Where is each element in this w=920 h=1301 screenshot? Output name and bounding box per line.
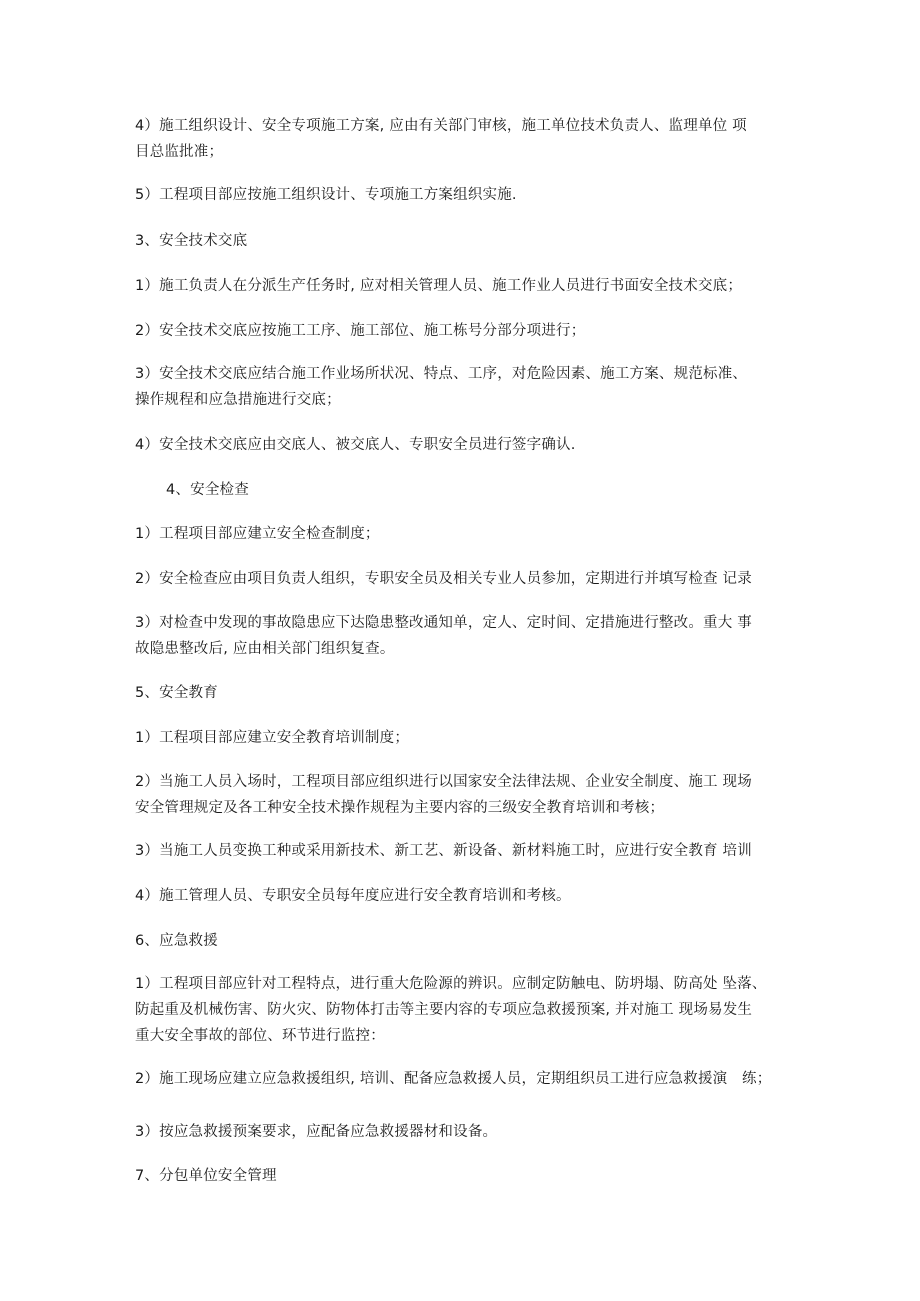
section-heading: 4、安全检查: [166, 482, 249, 498]
paragraph-briefing-2: [135, 318, 795, 344]
section-heading: 3、安全技术交底: [135, 233, 248, 249]
text-line: 重大安全事故的部位、环节进行监控：: [135, 1028, 385, 1044]
text-line: 1）工程项目部应针对工程特点，进行重大危险源的辨识。应制定防触电、防坍塌、防高处 坠落、: [135, 976, 767, 992]
paragraph-education-4: [135, 883, 795, 909]
section-heading-safety-inspection: [166, 477, 826, 503]
text-line: 3）按应急救援预案要求，应配备应急救援器材和设备。: [135, 1124, 498, 1140]
text-line: 3）当施工人员变换工种或采用新技术、新工艺、新设备、新材料施工时，应进行安全教育 培训: [135, 843, 752, 859]
text-line: 目总监批准；: [135, 144, 224, 160]
section-heading: 7、分包单位安全管理: [135, 1168, 277, 1184]
text-line: 故隐患整改后, 应由相关部门组织复查。: [135, 641, 395, 657]
text-line: 3）安全技术交底应结合施工作业场所状况、特点、工序，对危险因素、施工方案、规范标准、: [135, 366, 748, 382]
section-heading-subcontractor-safety: [135, 1163, 795, 1189]
text-line: 4）施工组织设计、安全专项施工方案, 应由有关部门审核，施工单位技术负责人、监理单位 项: [135, 118, 747, 134]
text-line: 2）安全检查应由项目负责人组织，专职安全员及相关专业人员参加，定期进行并填写检查 记录: [135, 571, 752, 587]
paragraph-briefing-3: [135, 361, 795, 413]
paragraph-rescue-2: [135, 1066, 795, 1092]
section-heading-safety-education: [135, 680, 795, 706]
paragraph-inspection-3: [135, 610, 795, 662]
paragraph-inspection-1: [135, 521, 795, 547]
text-line: 1）施工负责人在分派生产任务时, 应对相关管理人员、施工作业人员进行书面安全技术交底；: [135, 278, 743, 294]
text-line: 操作规程和应急措施进行交底；: [135, 392, 341, 408]
text-line: 2）施工现场应建立应急救援组织, 培训、配备应急救援人员，定期组织员工进行应急救援演 练；: [135, 1071, 772, 1087]
paragraph-briefing-4: [135, 432, 795, 458]
paragraph-briefing-1: [135, 273, 795, 299]
paragraph-education-2: [135, 769, 795, 821]
text-line: 2）安全技术交底应按施工工序、施工部位、施工栋号分部分项进行；: [135, 323, 586, 339]
text-line: 防起重及机械伤害、防火灾、防物体打击等主要内容的专项应急救援预案, 并对施工 现场易发生: [135, 1002, 753, 1018]
section-heading-emergency-rescue: [135, 928, 795, 954]
paragraph-education-3: [135, 838, 795, 864]
section-heading: 5、安全教育: [135, 685, 218, 701]
text-line: 2）当施工人员入场时，工程项目部应组织进行以国家安全法律法规、企业安全制度、施工 现场: [135, 774, 752, 790]
section-heading-safety-briefing: [135, 228, 795, 254]
paragraph-4-construction-design-approval: [135, 113, 795, 165]
paragraph-education-1: [135, 725, 795, 751]
text-line: 5）工程项目部应按施工组织设计、专项施工方案组织实施.: [135, 187, 517, 203]
text-line: 1）工程项目部应建立安全教育培训制度；: [135, 730, 410, 746]
text-line: 4）安全技术交底应由交底人、被交底人、专职安全员进行签字确认.: [135, 437, 576, 453]
text-line: 3）对检查中发现的事故隐患应下达隐患整改通知单，定人、定时间、定措施进行整改。重大 事: [135, 615, 752, 631]
text-line: 安全管理规定及各工种安全技术操作规程为主要内容的三级安全教育培训和考核；: [135, 800, 665, 816]
section-heading: 6、应急救援: [135, 933, 218, 949]
text-line: 1）工程项目部应建立安全检查制度；: [135, 526, 380, 542]
paragraph-5-implementation: [135, 182, 795, 208]
paragraph-rescue-1: [135, 971, 795, 1049]
paragraph-rescue-3: [135, 1119, 795, 1145]
text-line: 4）施工管理人员、专职安全员每年度应进行安全教育培训和考核。: [135, 888, 571, 904]
paragraph-inspection-2: [135, 566, 795, 592]
